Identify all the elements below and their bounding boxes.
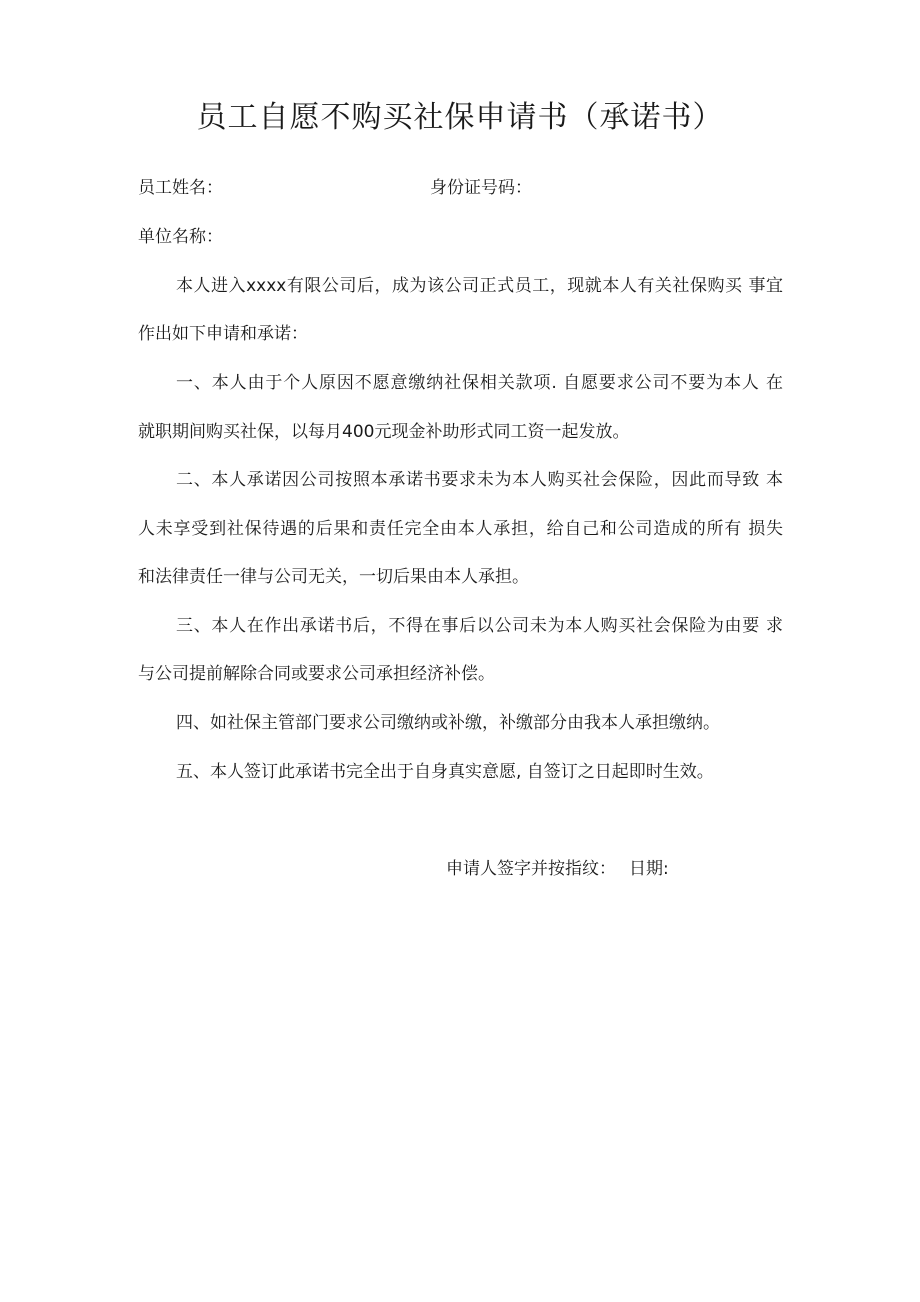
company-name-label: 单位名称： xyxy=(138,227,223,247)
item-line: 二、本人承诺因公司按照本承诺书要求未为本人购买社会保险，因此而导致 本 xyxy=(176,470,783,490)
date-label: 日期: xyxy=(629,859,669,879)
item-line: 四、如社保主管部门要求公司缴纳或补缴，补缴部分由我本人承担缴纳。 xyxy=(176,713,720,733)
item-line: 和法律责任一律与公司无关，一切后果由本人承担。 xyxy=(138,567,529,587)
item-line: 一、本人由于个人原因不愿意缴纳社保相关款项. 自愿要求公司不要为本人 在 xyxy=(176,373,783,393)
document-title: 员工自愿不购买社保申请书（承诺书） xyxy=(196,100,724,135)
id-number-label: 身份证号码： xyxy=(430,178,532,198)
intro-line: 本人进入xxxx有限公司后，成为该公司正式员工，现就本人有关社保购买 事宜 xyxy=(176,276,783,296)
signature-label: 申请人签字并按指纹： xyxy=(446,859,616,879)
item-line: 与公司提前解除合同或要求公司承担经济补偿。 xyxy=(138,664,495,684)
intro-line: 作出如下申请和承诺： xyxy=(138,324,308,344)
item-line: 人未享受到社保待遇的后果和责任完全由本人承担，给自己和公司造成的所有 损失 xyxy=(138,519,783,539)
employee-name-label: 员工姓名： xyxy=(138,178,223,198)
item-line: 就职期间购买社保，以每月400元现金补助形式同工资一起发放。 xyxy=(138,422,630,442)
item-line: 五、本人签订此承诺书完全出于自身真实意愿, 自签订之日起即时生效。 xyxy=(176,762,714,782)
item-line: 三、本人在作出承诺书后，不得在事后以公司未为本人购买社会保险为由要 求 xyxy=(176,616,783,636)
